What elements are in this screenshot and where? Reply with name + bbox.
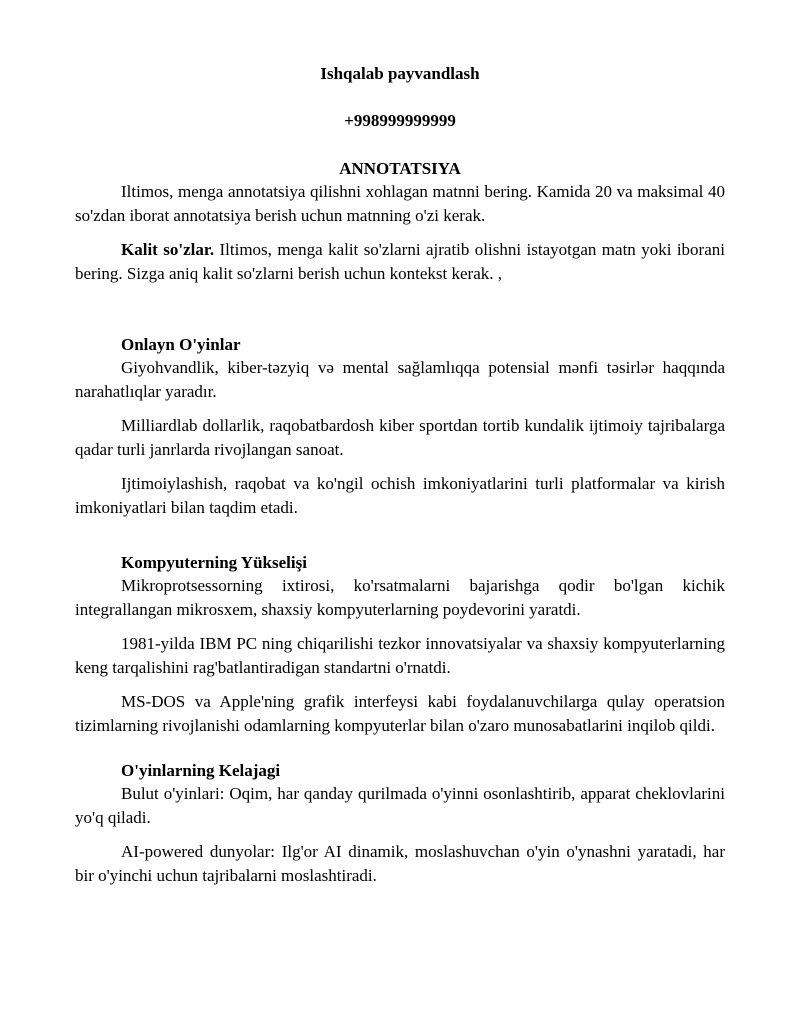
spacer — [75, 520, 725, 552]
keywords-label: Kalit so'zlar. — [121, 240, 215, 259]
spacer — [75, 286, 725, 334]
section-paragraph: 1981-yilda IBM PC ning chiqarilishi tezkor innovatsiyalar va shaxsiy kompyuterlarning keng tarqalishini rag'batlantiradigan standartni o'rnatdi. — [75, 634, 725, 677]
annotation-paragraph: Iltimos, menga annotatsiya qilishni xohlagan matnni bering. Kamida 20 va maksimal 40 so'zdan iborat annotatsiya berish uchun matnning o'zi kerak. — [75, 182, 725, 225]
section-heading-gaming-future: O'yinlarning Kelajagi — [121, 761, 281, 780]
section-paragraph: AI-powered dunyolar: Ilg'or AI dinamik, moslashuvchan o'yin o'ynashni yaratadi, har bir o'yinchi uchun tajribalarni moslashtiradi. — [75, 842, 725, 885]
spacer — [75, 228, 725, 238]
section-paragraph: Bulut o'yinlari: Oqim, har qanday qurilmada o'yinni osonlashtirib, apparat cheklovlarini yo'q qiladi. — [75, 784, 725, 827]
spacer — [75, 462, 725, 472]
spacer — [75, 830, 725, 840]
document-title: Ishqalab payvandlash — [320, 64, 480, 83]
annotation-heading: ANNOTATSIYA — [339, 159, 461, 178]
section-paragraph: Giyohvandlik, kiber-təzyiq və mental sağlamlıqqa potensial mənfi təsirlər haqqında narahatlıqlar yaradır. — [75, 358, 725, 401]
section-paragraph: Milliardlab dollarlik, raqobatbardosh kiber sportdan tortib kundalik ijtimoiy tajribalarga qadar turli janrlarda rivojlangan sanoat. — [75, 416, 725, 459]
spacer — [75, 738, 725, 760]
section-heading-online-games: Onlayn O'yinlar — [121, 335, 241, 354]
spacer — [75, 680, 725, 690]
phone-number: +998999999999 — [344, 111, 456, 130]
spacer — [75, 404, 725, 414]
spacer — [75, 622, 725, 632]
keywords-text: Iltimos, menga kalit so'zlarni ajratib olishni istayotgan matn yoki iborani bering. Sizga aniq kalit so'zlarni berish uchun kontekst kerak. , — [75, 240, 725, 283]
section-heading-computer-rise: Kompyuterning Yükselişi — [121, 553, 307, 572]
keywords-paragraph — [75, 238, 725, 286]
section-paragraph: Ijtimoiylashish, raqobat va ko'ngil ochish imkoniyatlarini turli platformalar va kirish imkoniyatlari bilan taqdim etadi. — [75, 474, 725, 517]
section-paragraph: Mikroprotsessorning ixtirosi, ko'rsatmalarni bajarishga qodir bo'lgan kichik integrallangan mikrosxem, shaxsiy kompyuterlarning poydevorini yaratdi. — [75, 576, 725, 619]
section-paragraph: MS-DOS va Apple'ning grafik interfeysi kabi foydalanuvchilarga qulay operatsion tizimlarning rivojlanishi odamlarning kompyuterlar bilan o'zaro munosabatlarini inqilob qildi. — [75, 692, 725, 735]
